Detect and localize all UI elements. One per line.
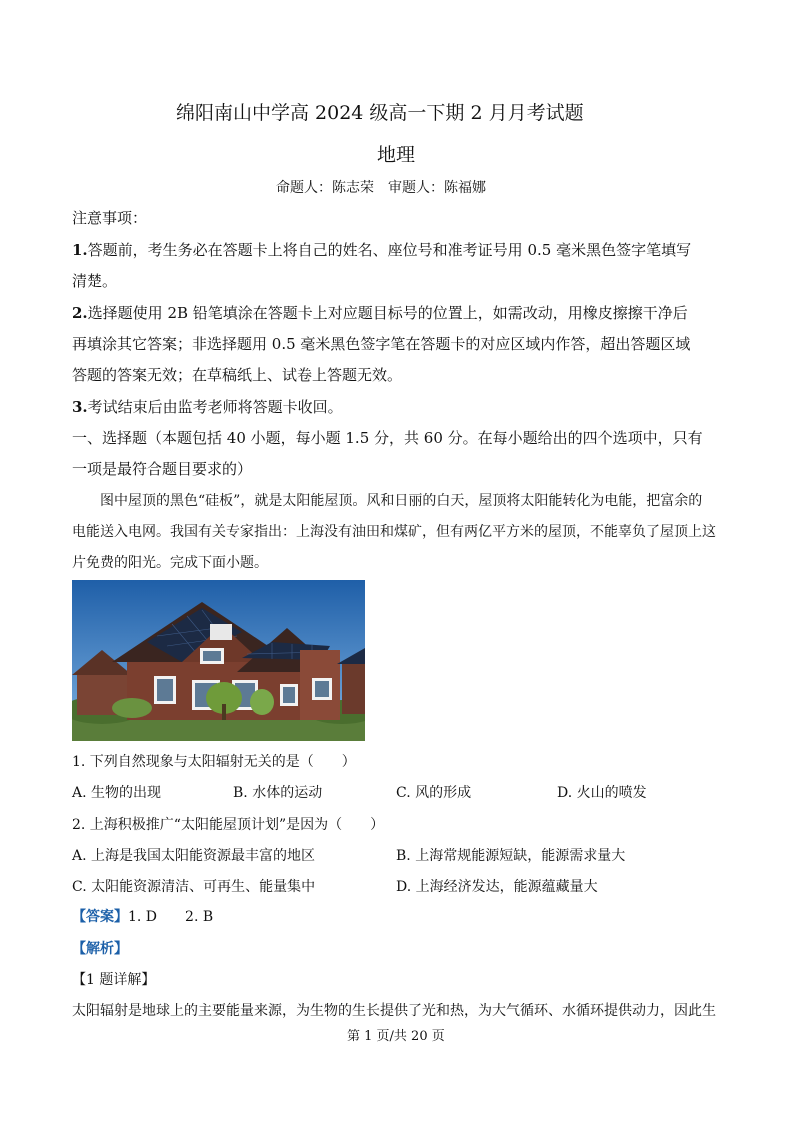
answer-value: 1. D 2. B [128, 909, 214, 925]
q1-option-b: B. 水体的运动 [233, 785, 323, 801]
section-1-line-1: 一、选择题（本题包括 40 小题，每小题 1.5 分，共 60 分。在每小题给出的四个选项中，只有 [72, 429, 703, 447]
notice-item-2 [72, 303, 688, 323]
notice-item-3-text: 考试结束后由监考老师将答题卡收回。 [87, 398, 343, 416]
notice-item-2-text: 选择题使用 2B 铅笔填涂在答题卡上对应题目标号的位置上，如需改动，用橡皮擦擦干净后 [87, 304, 688, 322]
notice-item-3-num: 3. [72, 398, 88, 416]
authors-line: 命题人：陈志荣 审题人：陈福娜 [276, 180, 486, 196]
notice-item-1-text: 答题前，考生务必在答题卡上将自己的姓名、座位号和准考证号用 0.5 毫米黑色签字笔填写 [87, 241, 692, 259]
analysis-label: 【解析】 [72, 941, 128, 957]
page-footer: 第 1 页/共 20 页 [347, 1029, 445, 1044]
subject-title: 地理 [377, 144, 416, 166]
answer-label: 【答案】 [72, 909, 128, 925]
notice-item-1-num: 1. [72, 241, 88, 259]
notice-item-1 [72, 240, 691, 260]
notice-item-2-cont2: 答题的答案无效；在草稿纸上、试卷上答题无效。 [72, 366, 403, 384]
notice-item-3 [72, 397, 343, 417]
q2-option-c: C. 太阳能资源清洁、可再生、能量集中 [72, 879, 316, 895]
answer-line [72, 906, 213, 926]
q1-option-d: D. 火山的喷发 [557, 785, 647, 801]
q2-option-b: B. 上海常规能源短缺，能源需求量大 [396, 848, 626, 864]
solar-roof-house-photo [72, 580, 365, 741]
notice-item-1-cont: 清楚。 [72, 272, 118, 290]
section-1-line-2: 一项是最符合题目要求的） [72, 460, 253, 478]
notice-item-2-cont1: 再填涂其它答案；非选择题用 0.5 毫米黑色签字笔在答题卡的对应区域内作答，超出答题区域 [72, 335, 691, 353]
q1-option-c: C. 风的形成 [396, 785, 472, 801]
notice-item-2-num: 2. [72, 304, 88, 322]
q1-option-a: A. 生物的出现 [72, 785, 162, 801]
q1-stem: 1. 下列自然现象与太阳辐射无关的是（ ） [72, 754, 356, 770]
analysis-line-1: 太阳辐射是地球上的主要能量来源，为生物的生长提供了光和热，为大气循环、水循环提供动力，因此生 [72, 1003, 716, 1019]
notice-heading: 注意事项： [72, 209, 148, 227]
passage-line-1: 图中屋顶的黑色“硅板”，就是太阳能屋顶。风和日丽的白天，屋顶将太阳能转化为电能，把富余的 [100, 493, 703, 509]
passage-line-3: 片免费的阳光。完成下面小题。 [72, 555, 268, 571]
q2-option-a: A. 上海是我国太阳能资源最丰富的地区 [72, 848, 316, 864]
passage-line-2: 电能送入电网。我国有关专家指出：上海没有油田和煤矿，但有两亿平方米的屋顶，不能辜负了屋顶上这 [72, 524, 716, 540]
q2-stem: 2. 上海积极推广“太阳能屋顶计划”是因为（ ） [72, 817, 385, 833]
q2-option-d: D. 上海经济发达，能源蕴藏量大 [396, 879, 598, 895]
analysis-detail-label: 【1 题详解】 [72, 972, 156, 988]
exam-title: 绵阳南山中学高 2024 级高一下期 2 月月考试题 [176, 102, 584, 124]
